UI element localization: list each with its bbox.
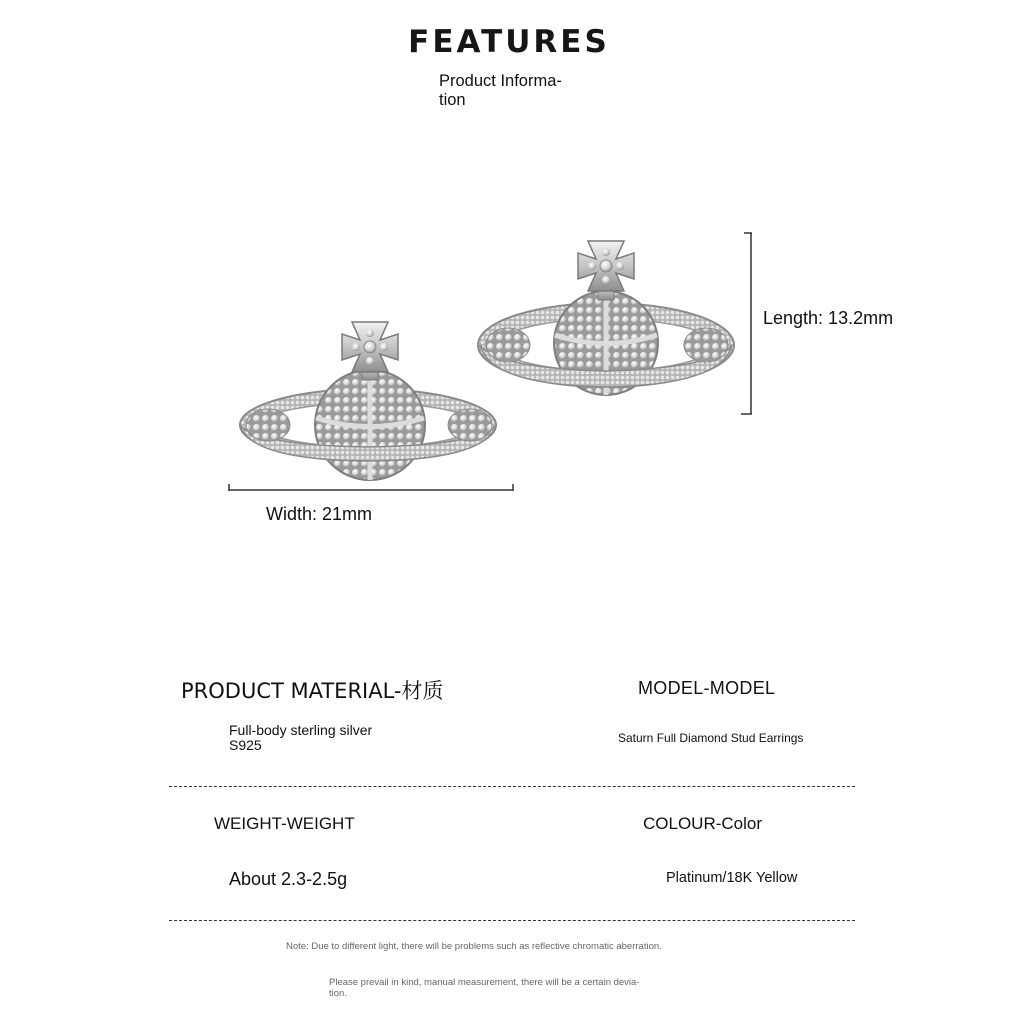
colour-heading: COLOUR-Color — [643, 814, 763, 833]
divider — [169, 920, 855, 921]
model-value: Saturn Full Diamond Stud Earrings — [618, 731, 804, 745]
model-heading: MODEL-MODEL — [638, 678, 776, 698]
page-subtitle: Product Informa- tion — [439, 72, 562, 109]
width-measure-bracket — [229, 484, 513, 491]
width-label: Width: 21mm — [266, 504, 373, 524]
right-earring — [478, 241, 734, 395]
weight-heading: WEIGHT-WEIGHT — [214, 814, 355, 833]
material-heading: PRODUCT MATERIAL-材质 — [181, 679, 444, 703]
length-label: Length: 13.2mm — [763, 308, 894, 328]
left-earring — [240, 322, 496, 480]
note-measurement: Please prevail in kind, manual measurement, there will be a certain devia- tion. — [329, 977, 640, 999]
colour-value: Platinum/18K Yellow — [666, 870, 798, 886]
note-light: Note: Due to different light, there will be problems such as reflective chromatic aberration. — [286, 941, 662, 952]
divider — [169, 786, 855, 787]
weight-value: About 2.3-2.5g — [229, 869, 348, 889]
page-title: FEATURES — [408, 24, 610, 60]
length-measure-bracket — [741, 233, 752, 414]
material-value: Full-body sterling silver S925 — [229, 722, 373, 753]
